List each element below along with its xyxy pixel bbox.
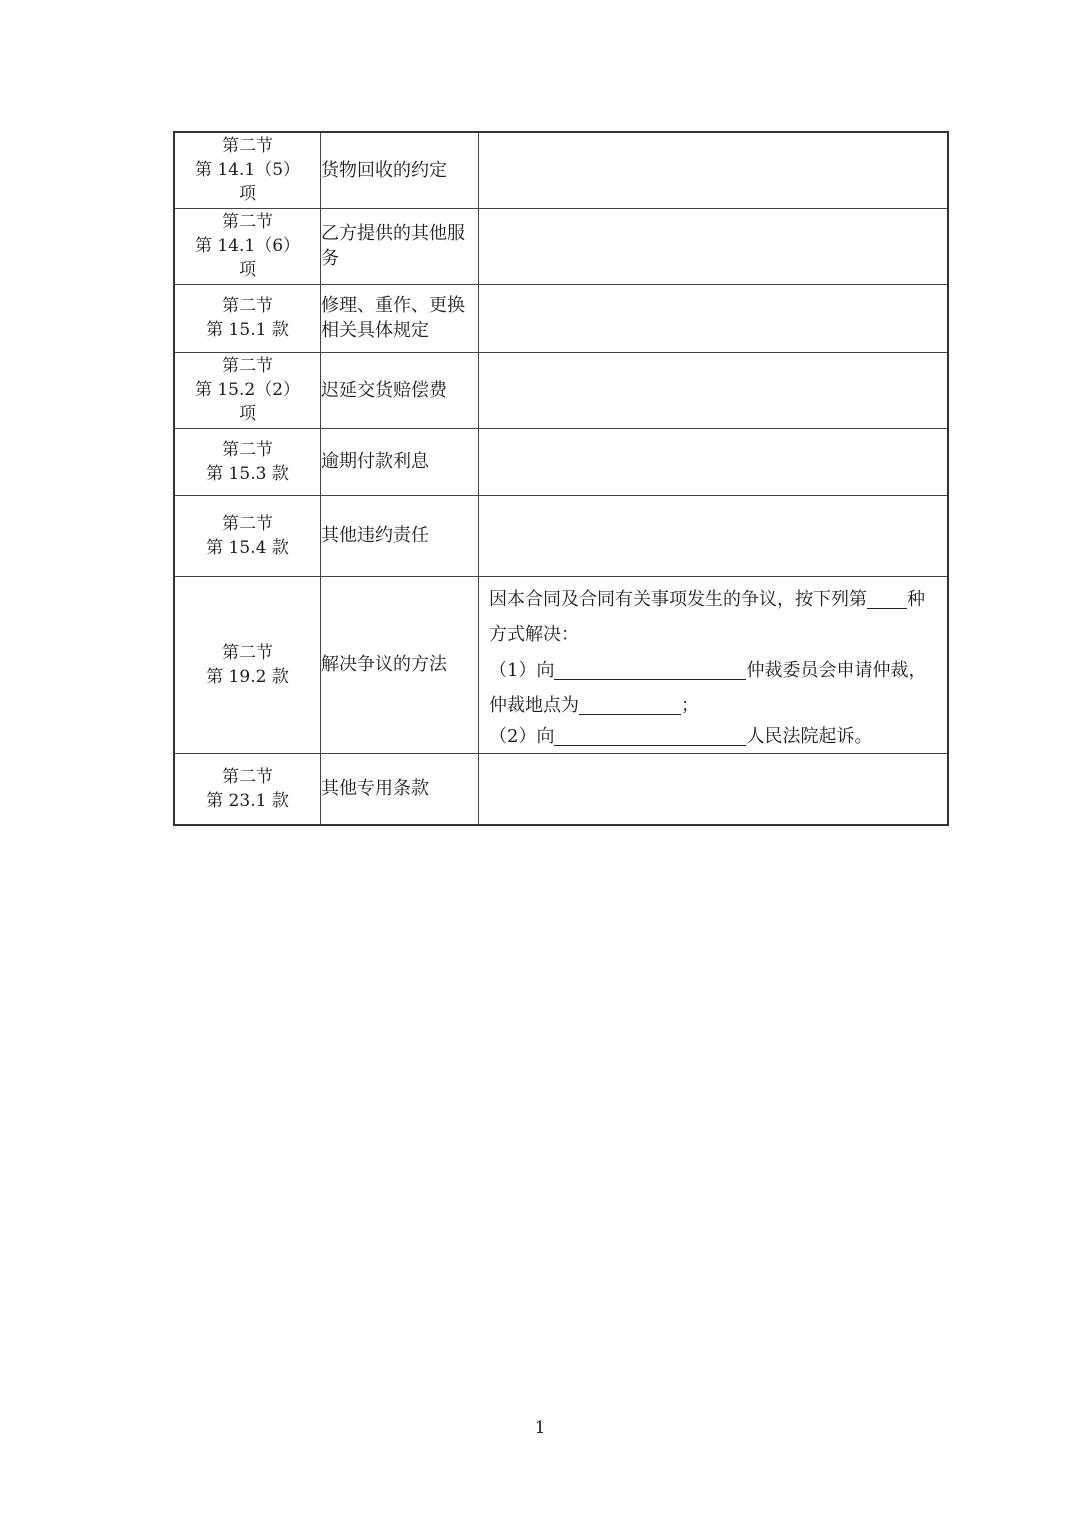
clause-unit: 项 (239, 184, 256, 205)
clause-unit: 项 (239, 260, 256, 280)
clause-number: 第 15.3 款 (206, 463, 289, 484)
clause-content-cell[interactable] (479, 132, 949, 208)
section-label: 第二节 (222, 439, 273, 460)
dispute-line: 因本合同及合同有关事项发生的争议，按下列第 种 (489, 581, 937, 618)
special-clauses-table (173, 131, 949, 826)
clause-content-cell[interactable] (479, 284, 949, 352)
table-row (174, 495, 948, 576)
dispute-line: （1）向 仲裁委员会申请仲裁， (489, 652, 937, 689)
clause-reference (174, 753, 321, 825)
clause-content-cell[interactable] (479, 208, 949, 284)
clause-number: 第 15.4 款 (206, 537, 289, 558)
clause-reference (174, 284, 321, 352)
table-row (174, 753, 948, 825)
section-label: 第二节 (222, 136, 273, 157)
page-number: 1 (534, 1418, 546, 1438)
clause-title: 解决争议的方法 (321, 576, 479, 753)
clause-content-cell[interactable] (479, 753, 949, 825)
clause-title: 修理、重作、更换相关具体规定 (321, 284, 479, 352)
dispute-line: （2）向 人民法院起诉。 (489, 723, 937, 751)
clause-content-cell[interactable] (479, 428, 949, 495)
clause-number: 第 19.2 款 (206, 666, 289, 687)
clause-reference (174, 495, 321, 576)
section-label: 第二节 (222, 212, 273, 232)
table-row (174, 284, 948, 352)
table-row (174, 352, 948, 428)
dispute-line: 方式解决： (489, 623, 579, 645)
clause-unit: 项 (239, 404, 256, 424)
clause-title: 逾期付款利息 (321, 428, 479, 495)
clause-title: 货物回收的约定 (321, 132, 479, 208)
section-label: 第二节 (222, 296, 273, 316)
arbitration-commission-blank[interactable] (554, 657, 746, 680)
dispute-line: 仲裁地点为 ； (489, 689, 937, 723)
clause-number: 第 15.1 款 (206, 320, 289, 340)
dispute-text (479, 577, 947, 753)
section-label: 第二节 (222, 642, 273, 663)
clause-reference (174, 208, 321, 284)
method-number-blank[interactable] (867, 586, 907, 609)
clause-reference (174, 352, 321, 428)
clause-number: 第 23.1 款 (206, 790, 289, 811)
clause-reference (174, 576, 321, 753)
section-label: 第二节 (222, 766, 273, 787)
court-name-blank[interactable] (554, 723, 746, 746)
clause-number: 第 14.1（6） (194, 236, 301, 256)
section-label: 第二节 (222, 513, 273, 534)
clause-title: 乙方提供的其他服务 (321, 208, 479, 284)
table-row (174, 576, 948, 753)
clause-reference (174, 428, 321, 495)
table-row (174, 132, 948, 208)
clause-number: 第 15.2（2） (194, 380, 301, 400)
table-row (174, 428, 948, 495)
table-row (174, 208, 948, 284)
clause-content-cell[interactable] (479, 495, 949, 576)
arbitration-location-blank[interactable] (579, 692, 681, 715)
clause-number: 第 14.1（5） (194, 160, 301, 181)
clause-title: 迟延交货赔偿费 (321, 352, 479, 428)
section-label: 第二节 (222, 356, 273, 376)
clause-title: 其他专用条款 (321, 753, 479, 825)
clause-content-cell[interactable] (479, 352, 949, 428)
clause-reference (174, 132, 321, 208)
dispute-resolution-content (479, 576, 949, 753)
clause-title: 其他违约责任 (321, 495, 479, 576)
